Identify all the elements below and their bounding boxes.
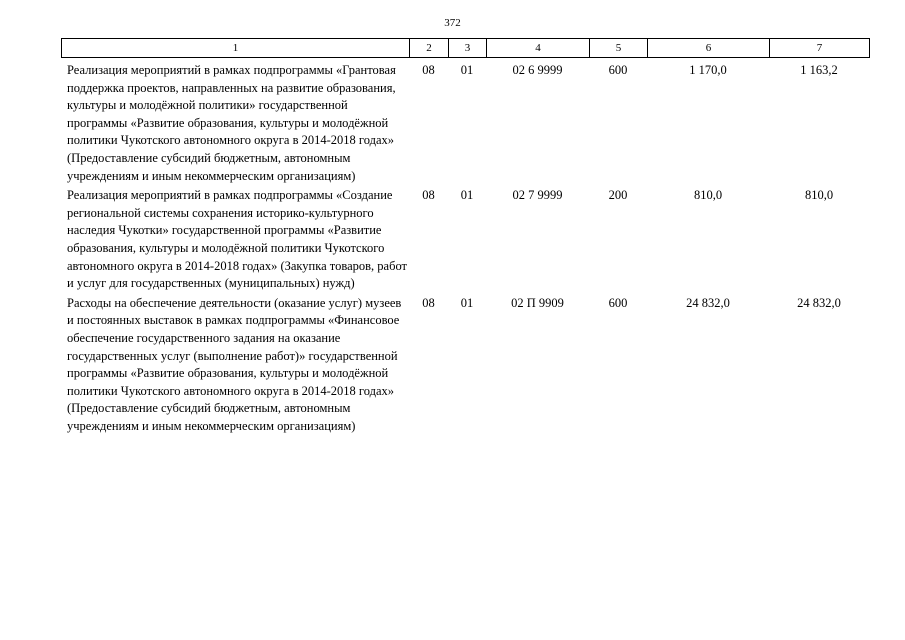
column-header-4: 4 [487, 39, 590, 58]
row-section: 08 [422, 295, 435, 310]
row-subsection: 01 [460, 295, 474, 310]
column-header-5: 5 [590, 39, 648, 58]
budget-table [61, 60, 869, 435]
row-target-article: 02 П 9909 [511, 295, 564, 310]
row-expense-type: 600 [608, 63, 628, 77]
row-subsection: 01 [460, 63, 474, 77]
row-target-article: 02 7 9999 [512, 188, 563, 203]
row-amount-planned: 1 170,0 [689, 63, 727, 77]
row-section: 08 [422, 188, 435, 203]
row-amount-executed: 1 163,2 [800, 63, 838, 77]
row-amount-executed: 810,0 [804, 188, 834, 203]
table-row [61, 185, 869, 293]
table-row [61, 60, 869, 185]
row-description: Реализация мероприятий в рамках подпрограммы «Грантовая поддержка проектов, направленных на развитие образования, культуры и молодёжной политики» государственной программы «Развитие образования, культуры и молодёжной политики Чукотского автономного округа в 2014-2018 годах» (Предоставление субсидий бюджетным, автономным учреждениям и иным некоммерческим организациям) [67, 63, 396, 183]
column-header-table [61, 38, 870, 58]
column-header-3: 3 [449, 39, 487, 58]
row-description: Реализация мероприятий в рамках подпрограммы «Создание региональной системы сохранения историко-культурного наследия Чукотки» государственной программы «Развитие образования, культуры и молодёжной политики Чукотского автономного округа в 2014-2018 годах» (Закупка товаров, работ и услуг для государственных (муниципальных) нужд) [67, 188, 407, 291]
table-row [61, 293, 869, 436]
row-target-article: 02 6 9999 [512, 63, 563, 77]
row-amount-planned: 810,0 [693, 188, 723, 203]
row-subsection: 01 [460, 188, 474, 203]
column-header-6: 6 [648, 39, 770, 58]
column-header-row [62, 39, 870, 58]
column-header-7: 7 [770, 39, 870, 58]
column-header-2: 2 [410, 39, 449, 58]
row-amount-planned: 24 832,0 [686, 295, 730, 310]
row-expense-type: 200 [608, 188, 628, 203]
column-header-1: 1 [62, 39, 410, 58]
row-amount-executed: 24 832,0 [797, 295, 841, 310]
page-number: 372 [444, 17, 461, 29]
row-section: 08 [422, 63, 435, 77]
row-expense-type: 600 [608, 295, 628, 310]
row-description: Расходы на обеспечение деятельности (оказание услуг) музеев и постоянных выставок в рамках подпрограммы «Финансовое обеспечение государственного задания на оказание государственных услуг (выполнение работ)» государственной программы «Развитие образования, культуры и молодёжной политики Чукотского автономного округа в 2014-2018 годах» (Предоставление субсидий бюджетным, автономным учреждениям и иным некоммерческим организациям) [67, 295, 402, 433]
